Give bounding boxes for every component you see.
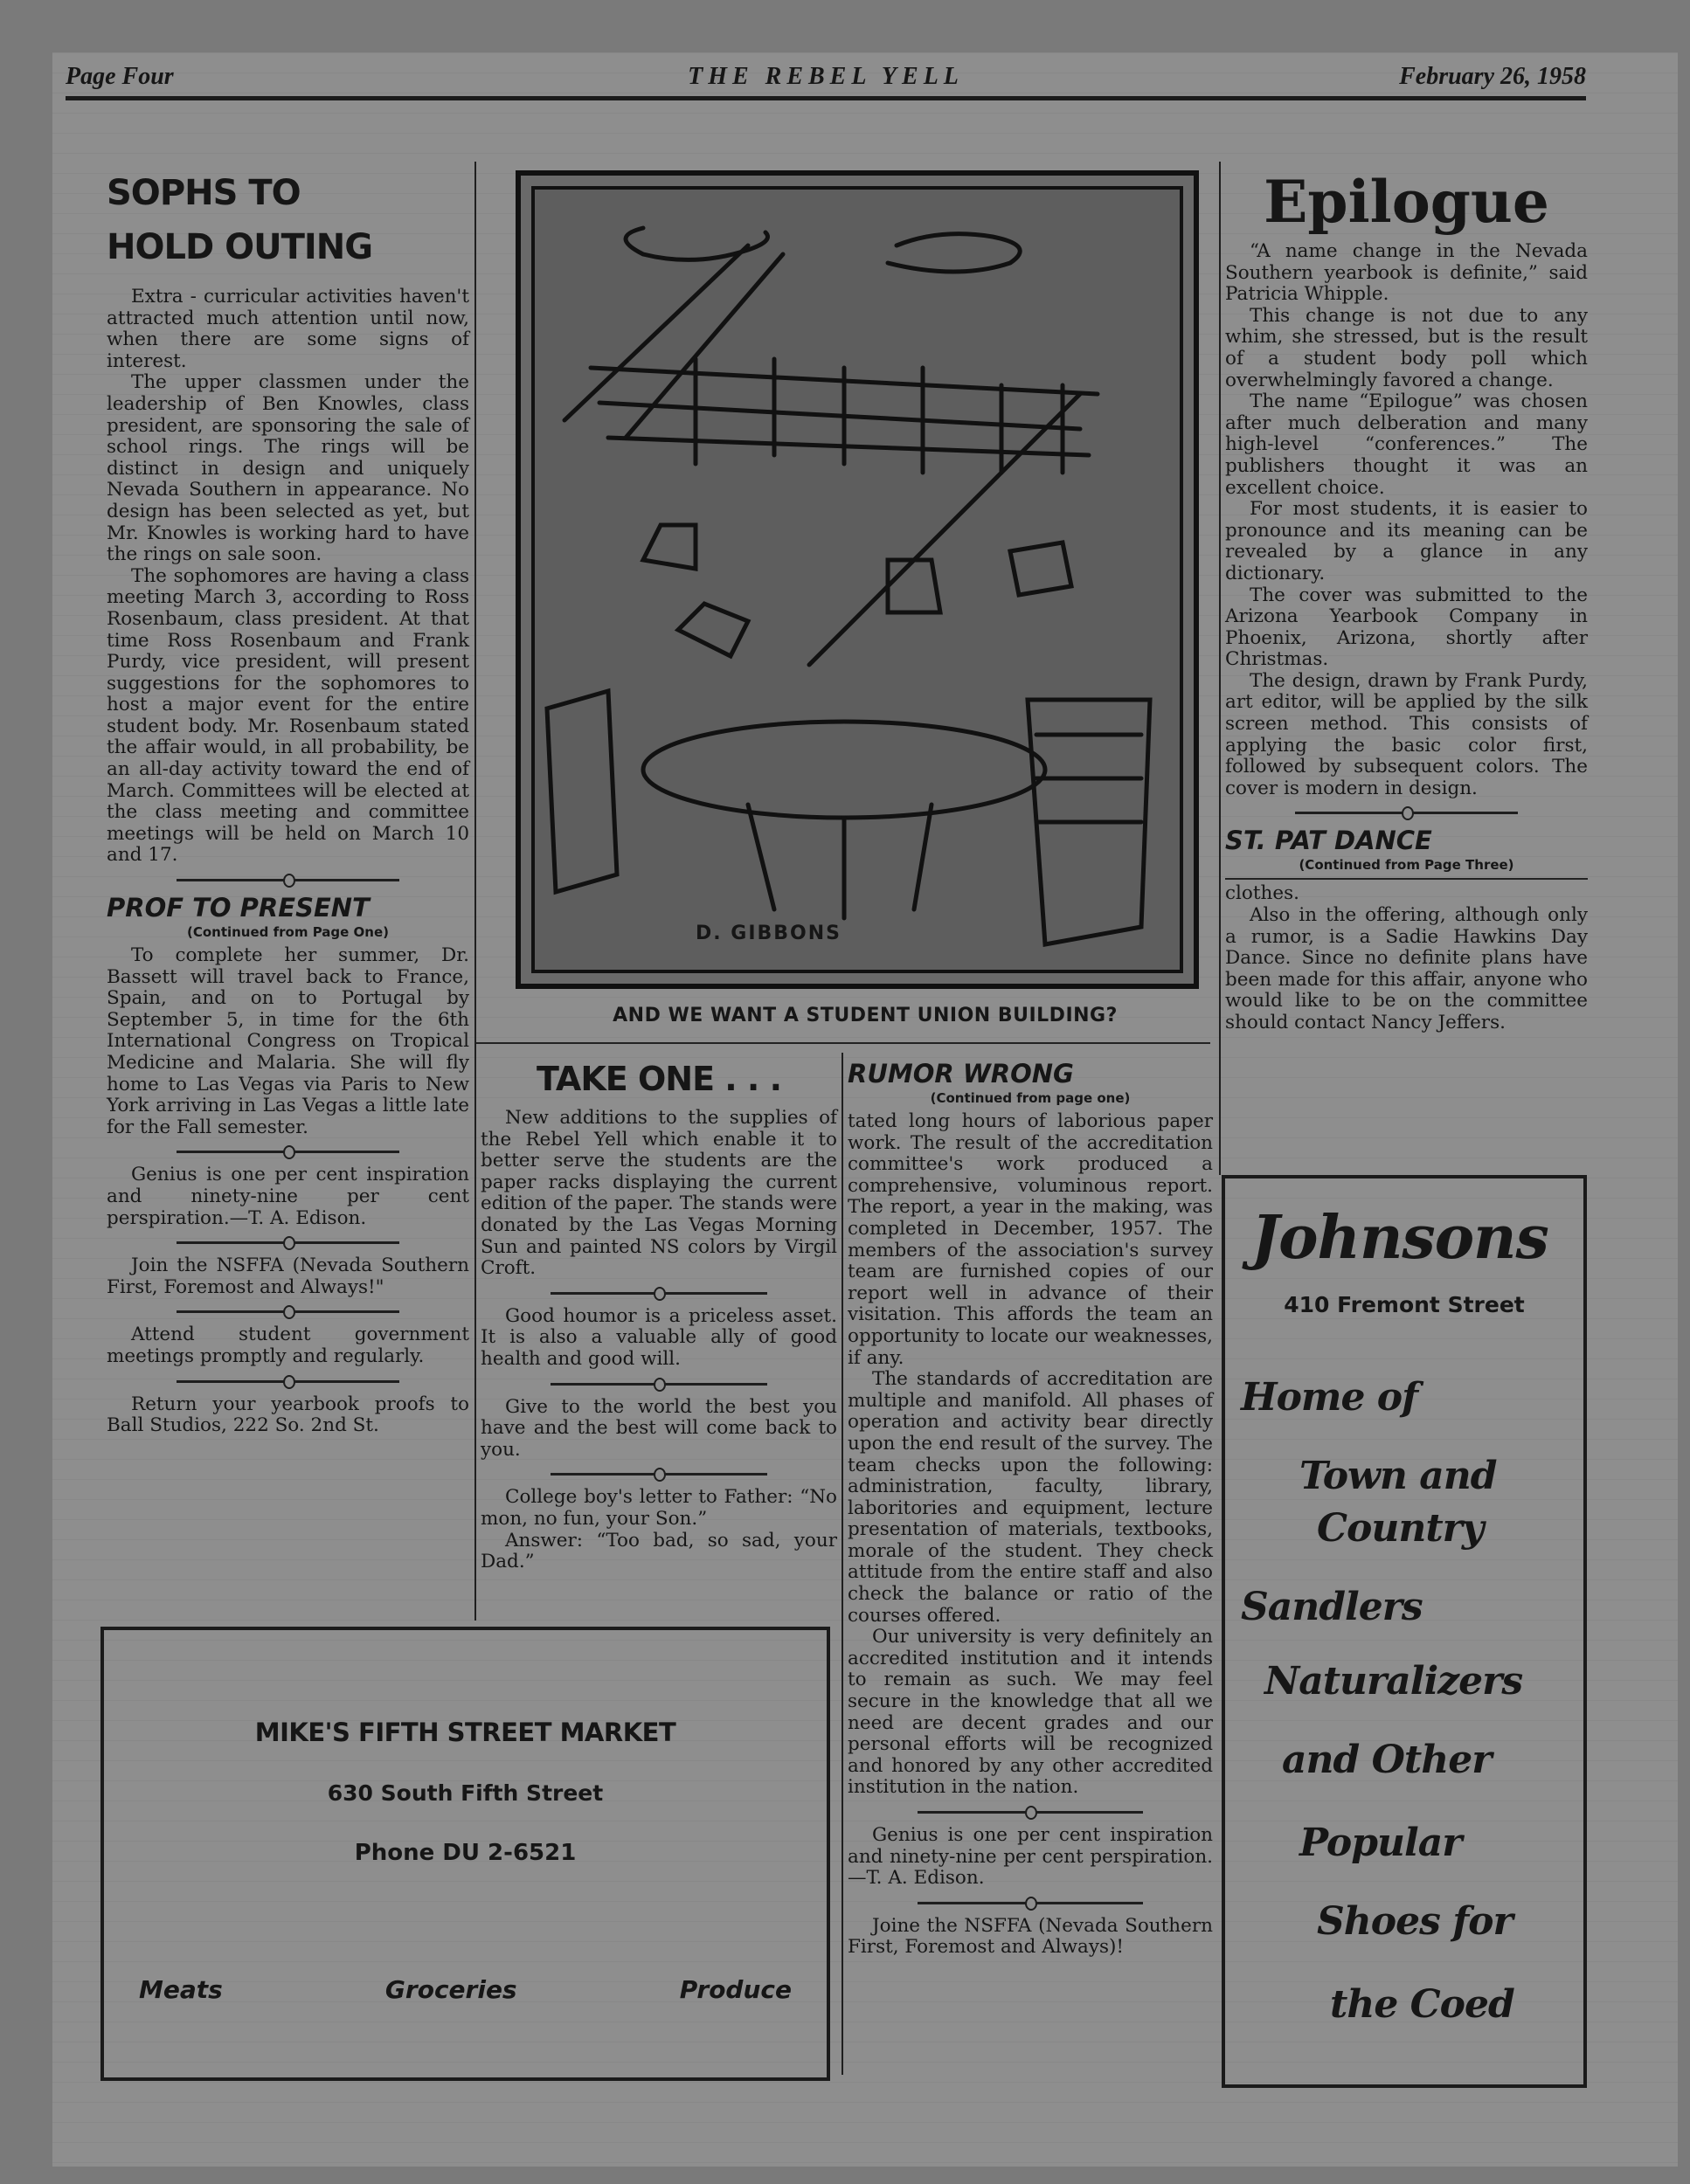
column-1 [107,166,469,1437]
cartoon-bottom-rule [476,1042,1210,1044]
headline-epilogue: Epilogue [1264,168,1549,236]
cartoon-image [516,170,1199,989]
issue-date: February 26, 1958 [1399,63,1586,90]
table-leg [748,805,932,918]
ad-line: Naturalizers [1264,1659,1523,1704]
ad-business-name: MIKE'S FIFTH STREET MARKET [254,1717,676,1747]
cloud-sketch [626,228,768,259]
separator [107,870,469,889]
paragraph: “A name change in the Nevada Southern yearbook is definite,” said Patricia Whipple. [1225,240,1588,306]
paragraph: The cover was submitted to the Arizona Yearbook Company in Phoenix, Arizona, shortly after Christmas. [1225,584,1588,671]
column-rule [474,162,476,1621]
separator [481,1374,837,1393]
continued-note: (Continued from Page Three) [1299,857,1514,874]
ad-johnsons [1222,1175,1587,2088]
separator [107,1302,469,1321]
paragraph: The design, drawn by Frank Purdy, art editor, will be applied by the silk screen method. This consists of applying the basic color first, followed by subsequent colors. The cover is modern in design. [1225,669,1588,799]
cartoon-caption: AND WE WANT A STUDENT UNION BUILDING? [613,1005,1118,1026]
chair-sketch [643,525,748,656]
paragraph: For most students, it is easier to pronounce and its meaning can be revealed by a glance in any dictionary. [1225,498,1588,584]
ad-mikes-market [100,1627,830,2081]
ad-category: Produce [679,1975,792,2004]
letter-line: Answer: “Too bad, so sad, your Dad.” [481,1529,837,1573]
publication-title: THE REBEL YELL [688,63,964,90]
continued-note: (Continued from Page One) [186,924,390,941]
letter-line: College boy's letter to Father: “No mon, no fun, your Son.” [481,1486,837,1530]
filler-quote: Good houmor is a priceless asset. It is also a valuable ally of good health and good will. [481,1304,837,1370]
paragraph: The name “Epilogue” was chosen after much delberation and many high-level “conferences.” The publishers thought it was an excellent choice. [1225,390,1588,499]
paragraph: The upper classmen under the leadership of Ben Knowles, class president, are sponsoring the sale of school rings. The rings will be distinct in design and uniquely Nevada Southern in appearance. No design has been selected as yet, but Mr. Knowles is working hard to have the rings on sale soon. [107,371,469,566]
separator [107,1233,469,1252]
headline-prof: PROF TO PRESENT [107,893,370,923]
headline-line: HOLD OUTING [107,227,373,267]
ad-category: Groceries [384,1975,517,2004]
paragraph: tated long hours of laborious paper work. The result of the accreditation committee's work produced a comprehensive, voluminous report. The report, a year in the making, was completed in December, 1957. The members of the association's survey team are furnished copies of our report well in advance of their visitation. This affords the team an opportunity to locate our weaknesses, if any. [848,1110,1213,1369]
ad-category: Meats [139,1975,223,2004]
paragraph: This change is not due to any whim, she stressed, but is the result of a student body poll which overwhelmingly favored a change. [1225,304,1588,391]
article-take-one [481,1057,837,1280]
ad-brand: Johnsons [1251,1203,1548,1273]
filler-quote: Join the NSFFA (Nevada Southern First, Foremost and Always!" [107,1254,469,1298]
separator [107,1142,469,1161]
headline-rumor: RUMOR WRONG [848,1059,1074,1089]
ad-line: Shoes for [1317,1899,1513,1944]
filler-quote: Return your yearbook proofs to Ball Studios, 222 So. 2nd St. [107,1393,469,1437]
table-sketch [643,722,1045,818]
headline-line: SOPHS TO [107,173,301,213]
separator [848,1893,1213,1912]
masthead-rule [66,96,1586,100]
filler-quote: Genius is one per cent inspiration and ninety-nine per cent perspiration.—T. A. Edison. [107,1164,469,1229]
ad-line: Sandlers [1241,1585,1423,1629]
article-st-pat [1225,826,1588,1033]
ad-phone: Phone DU 2-6521 [354,1840,577,1866]
ad-line: the Coed [1330,1982,1514,2027]
paragraph: Extra - curricular activities haven't attracted much attention until now, when there are some signs of interest. [107,286,469,372]
paragraph: clothes. [1225,882,1299,905]
ad-categories [139,1975,792,2004]
page-label: Page Four [66,63,174,90]
cloud-sketch [888,234,1020,272]
filler-quote: Joine the NSFFA (Nevada Southern First, Foremost and Always)! [848,1914,1213,1959]
cartoon-drawing [521,176,1194,984]
separator [107,1372,469,1391]
filler-quote: Genius is one per cent inspiration and ninety-nine per cent perspiration.—T. A. Edison. [848,1824,1213,1890]
separator [848,1802,1213,1821]
ad-line: Popular [1299,1821,1462,1865]
paragraph: To complete her summer, Dr. Bassett will travel back to France, Spain, and on to Portugal by September 5, in time for the 6th International Congress on Tropical Medicine and Malaria. She will fly home to Las Vegas via Paris to New York arriving in Las Vegas a little late for the Fall semester. [107,944,469,1138]
paragraph: New additions to the supplies of the Rebel Yell which enable it to better serve the students are the paper racks displaying the current edition of the paper. The stands were donated by the Las Vegas Morning Sun and painted NS colors by Virgil Croft. [481,1107,837,1280]
article-rumor [848,1059,1213,1799]
ad-line: and Other [1282,1738,1492,1782]
paragraph: The standards of accreditation are multiple and manifold. All phases of operation and activity bear directly upon the end result of the survey. The team checks upon the following: administration, faculty, library, laboritories and equipment, lecture presentation of materials, textbooks, morale of the student. They check attitude from the entire staff and also check the balance or ratio of the courses offered. [848,1368,1213,1627]
cartoon [507,170,1241,1026]
continued-note: (Continued from page one) [930,1090,1131,1106]
headline-take-one: TAKE ONE . . . [536,1060,782,1098]
ad-line: Town and [1299,1454,1497,1498]
headline-sophs [107,166,469,274]
ad-address: 630 South Fifth Street [327,1780,604,1806]
article-prof [107,893,469,1138]
ad-address: 410 Fremont Street [1284,1292,1525,1317]
separator [481,1464,837,1483]
column-2 [481,1057,837,1573]
paragraph: Our university is very definitely an accredited institution and it intends to remain as such. We may feel secure in the knowledge that all we need are decent grades and our personal efforts will be recognized and honored by any other accredited institution in the nation. [848,1626,1213,1799]
filler-quote: Give to the world the best you have and the best will come back to you. [481,1395,837,1461]
chair-sketch [1028,700,1150,944]
paragraph: Also in the offering, although only a rumor, is a Sadie Hawkins Day Dance. Since no definite plans have been made for this affair, anyone who would like to be on the committee should contact Nancy Jeffers. [1225,904,1588,1033]
chair-sketch [547,691,617,892]
column-3 [848,1059,1213,1959]
column-rule [842,1053,843,2075]
article-sophs [107,166,469,867]
cartoon-signature: D. GIBBONS [696,923,842,944]
divider [1225,878,1588,880]
ad-line: Home of [1241,1375,1418,1420]
filler-quote: Attend student government meetings promptly and regularly. [107,1324,469,1367]
column-4 [1225,166,1588,1034]
headline-st-pat: ST. PAT DANCE [1225,826,1432,856]
ad-line: Country [1317,1506,1484,1551]
chair-sketch [888,543,1071,612]
article-epilogue [1225,166,1588,799]
separator [1225,803,1588,822]
separator [481,1283,837,1303]
paragraph: The sophomores are having a class meeting March 3, according to Ross Rosenbaum, class president. At that time Ross Rosenbaum and Frank Purdy, vice president, will present suggestions for the sophomores to host a major event for the entire student body. Mr. Rosenbaum stated the affair would, in all probability, be an all-day activity toward the end of March. Committees will be elected at the class meeting and committee meetings will be held on March 10 and 17. [107,564,469,867]
